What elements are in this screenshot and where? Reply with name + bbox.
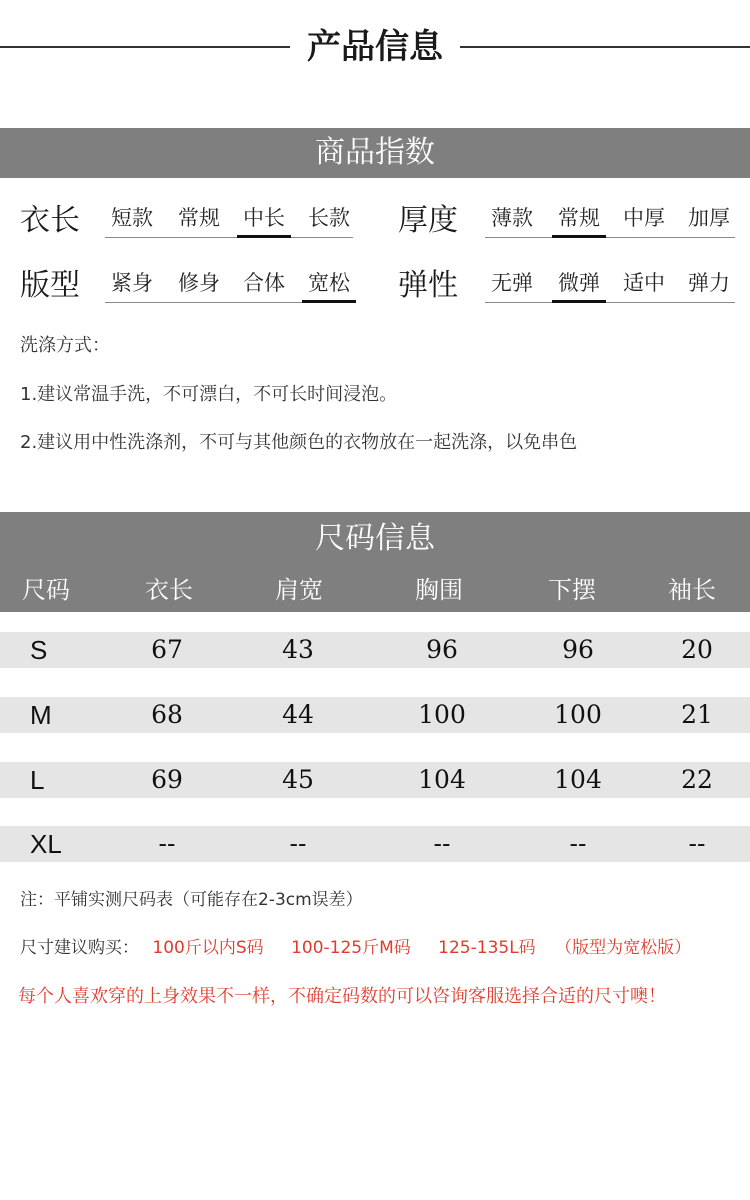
size-table-header xyxy=(0,570,750,610)
attr-option: 适中 xyxy=(623,271,665,295)
measure-note: 注：平铺实测尺码表（可能存在2-3cm误差） xyxy=(20,890,363,910)
size-label: L xyxy=(30,765,45,795)
attr-options xyxy=(485,268,735,303)
size-label: XL xyxy=(30,829,62,859)
washing-line-1: 1.建议常温手洗，不可漂白，不可长时间浸泡。 xyxy=(20,384,398,405)
page-title: 产品信息 xyxy=(307,27,443,67)
size-value: 100 xyxy=(554,700,602,729)
size-value: -- xyxy=(158,829,176,858)
advice-label: 尺寸建议购买： xyxy=(20,938,139,958)
attr-option-selected: 微弹 xyxy=(552,268,606,303)
attr-option: 修身 xyxy=(178,271,220,295)
attr-label: 衣长 xyxy=(20,203,80,238)
attr-option-selected: 常规 xyxy=(552,203,606,238)
size-value: -- xyxy=(433,829,451,858)
size-value: 69 xyxy=(151,765,183,794)
size-header-cell: 胸围 xyxy=(415,576,463,604)
attr-options xyxy=(105,268,353,303)
attr-option: 合体 xyxy=(243,271,285,295)
size-info-title: 尺码信息 xyxy=(315,521,435,556)
size-header-cell: 尺码 xyxy=(22,576,70,604)
attr-label: 弹性 xyxy=(398,268,458,303)
size-row xyxy=(0,826,750,862)
attr-label: 版型 xyxy=(20,268,80,303)
size-row xyxy=(0,697,750,733)
size-header-cell: 下摆 xyxy=(548,576,596,604)
attr-option: 弹力 xyxy=(688,271,730,295)
size-value: 44 xyxy=(282,700,314,729)
washing-line-2: 2.建议用中性洗涤剂，不可与其他颜色的衣物放在一起洗涤，以免串色 xyxy=(20,432,578,453)
size-header-cell: 肩宽 xyxy=(275,576,323,604)
size-header-cell: 袖长 xyxy=(668,576,716,604)
size-info-banner xyxy=(0,512,750,612)
size-row xyxy=(0,632,750,668)
size-value: 104 xyxy=(418,765,466,794)
attr-label: 厚度 xyxy=(398,203,458,238)
size-value: 96 xyxy=(426,635,458,664)
attr-option: 薄款 xyxy=(491,206,533,230)
advice-l: 125-135L码 xyxy=(438,938,536,958)
attr-option: 长款 xyxy=(308,206,350,230)
size-value: 96 xyxy=(562,635,594,664)
attr-option: 无弹 xyxy=(491,271,533,295)
attr-option: 常规 xyxy=(178,206,220,230)
size-advice xyxy=(20,935,691,961)
size-value: 22 xyxy=(681,765,713,794)
size-value: 68 xyxy=(151,700,183,729)
attr-options xyxy=(105,203,353,238)
attr-option-selected: 宽松 xyxy=(302,268,356,303)
size-value: 20 xyxy=(681,635,713,664)
size-value: 21 xyxy=(681,700,713,729)
attr-option-selected: 中长 xyxy=(237,203,291,238)
advice-fit: （版型为宽松版） xyxy=(555,938,692,958)
attr-options xyxy=(485,203,735,238)
attr-option: 紧身 xyxy=(111,271,153,295)
size-warning: 每个人喜欢穿的上身效果不一样，不确定码数的可以咨询客服选择合适的尺寸噢！ xyxy=(18,986,666,1007)
size-value: 45 xyxy=(282,765,314,794)
size-header-cell: 衣长 xyxy=(145,576,193,604)
size-value: 104 xyxy=(554,765,602,794)
size-label: M xyxy=(30,700,52,730)
size-value: 43 xyxy=(282,635,314,664)
attr-option: 中厚 xyxy=(623,206,665,230)
size-value: -- xyxy=(289,829,307,858)
advice-m: 100-125斤M码 xyxy=(291,938,411,958)
washing-title: 洗涤方式： xyxy=(20,335,110,356)
size-label: S xyxy=(30,635,48,665)
size-value: -- xyxy=(688,829,706,858)
size-value: -- xyxy=(569,829,587,858)
advice-s: 100斤以内S码 xyxy=(152,938,264,958)
size-value: 100 xyxy=(418,700,466,729)
size-value: 67 xyxy=(151,635,183,664)
attr-option: 加厚 xyxy=(688,206,730,230)
attr-option: 短款 xyxy=(111,206,153,230)
size-row xyxy=(0,762,750,798)
product-index-banner: 商品指数 xyxy=(0,128,750,178)
